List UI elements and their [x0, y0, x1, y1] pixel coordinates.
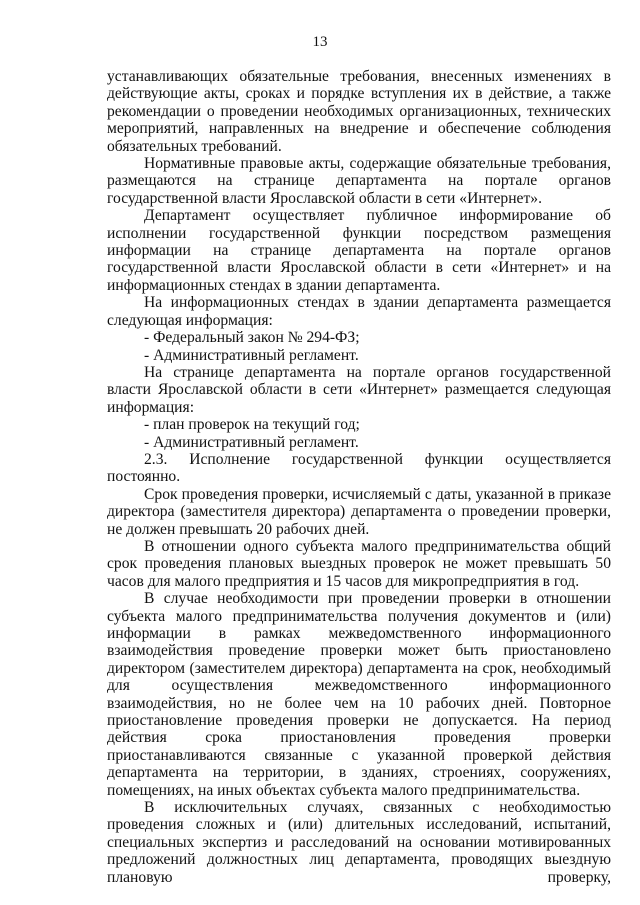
list-item-admin-regulation: - Административный регламент. [144, 346, 359, 364]
paragraph-section-2-3: 2.3. Исполнение государственной функции осуществляется постоянно. [107, 450, 611, 486]
page-number: 13 [312, 34, 328, 50]
list-item-federal-law: - Федеральный закон № 294-ФЗ; [144, 329, 360, 347]
list-item-admin-regulation-2: - Административный регламент. [144, 433, 359, 451]
paragraph-small-business-term: В отношении одного субъекта малого предпринимательства общий срок проведения плановых выездных проверок не может превышать 50 часов для малого предприятия и 15 часов для микропредприятия в год. [107, 537, 611, 590]
paragraph-inspection-term: Срок проведения проверки, исчисляемый с даты, указанной в приказе директора (заместителя директора) департамента о проведении проверки, не должен превышать 20 рабочих дней. [107, 485, 611, 538]
paragraph-public-informing: Департамент осуществляет публичное информирование об исполнении государственной функции посредством размещения информации на странице департамента на портале органов государственной власти Ярославской области в сети «Интернет» и на информационных стендах в здании департамента. [107, 207, 611, 294]
paragraph-normative-acts: Нормативные правовые акты, содержащие обязательные требования, размещаются на странице департамента на портале органов государственной власти Ярославской области в сети «Интернет». [107, 155, 611, 207]
paragraph-web-page-info: На странице департамента на портале органов государственной власти Ярославской области в сети «Интернет» размещается следующая информация: [107, 363, 611, 416]
paragraph-exceptional-cases: В исключительных случаях, связанных с необходимостью проведения сложных и (или) длительных исследований, испытаний, специальных экспертиз и расследований на основании мотивированных предложений должностных лиц департамента, проводящих выездную плановую проверку, [107, 799, 611, 886]
paragraph-stands-info: На информационных стендах в здании департамента размещается следующая информация: [107, 294, 611, 329]
document-body [107, 68, 611, 886]
paragraph-continuation: устанавливающих обязательные требования, внесенных изменениях в действующие акты, сроках и порядке вступления их в действие, а также рекомендации о проведении необходимых организационных, технических мероприятий, направленных на внедрение и обеспечение соблюдения обязательных требований. [107, 68, 611, 155]
list-item-inspection-plan: - план проверок на текущий год; [144, 416, 360, 434]
paragraph-suspension: В случае необходимости при проведении проверки в отношении субъекта малого предпринимательства получения документов и (или) информации в рамках межведомственного информационного взаимодействия проведение проверки может быть приостановлено директором (заместителем директора) департамента на срок, необходимый для осуществления межведомственного информационного взаимодействия, но не более чем на 10 рабочих дней. Повторное приостановление проведения проверки не допускается. На период действия срока приостановления проведения проверки приостанавливаются связанные с указанной проверкой действия департамента на территории, в зданиях, строениях, сооружениях, помещениях, на иных объектах субъекта малого предпринимательства. [107, 590, 611, 799]
